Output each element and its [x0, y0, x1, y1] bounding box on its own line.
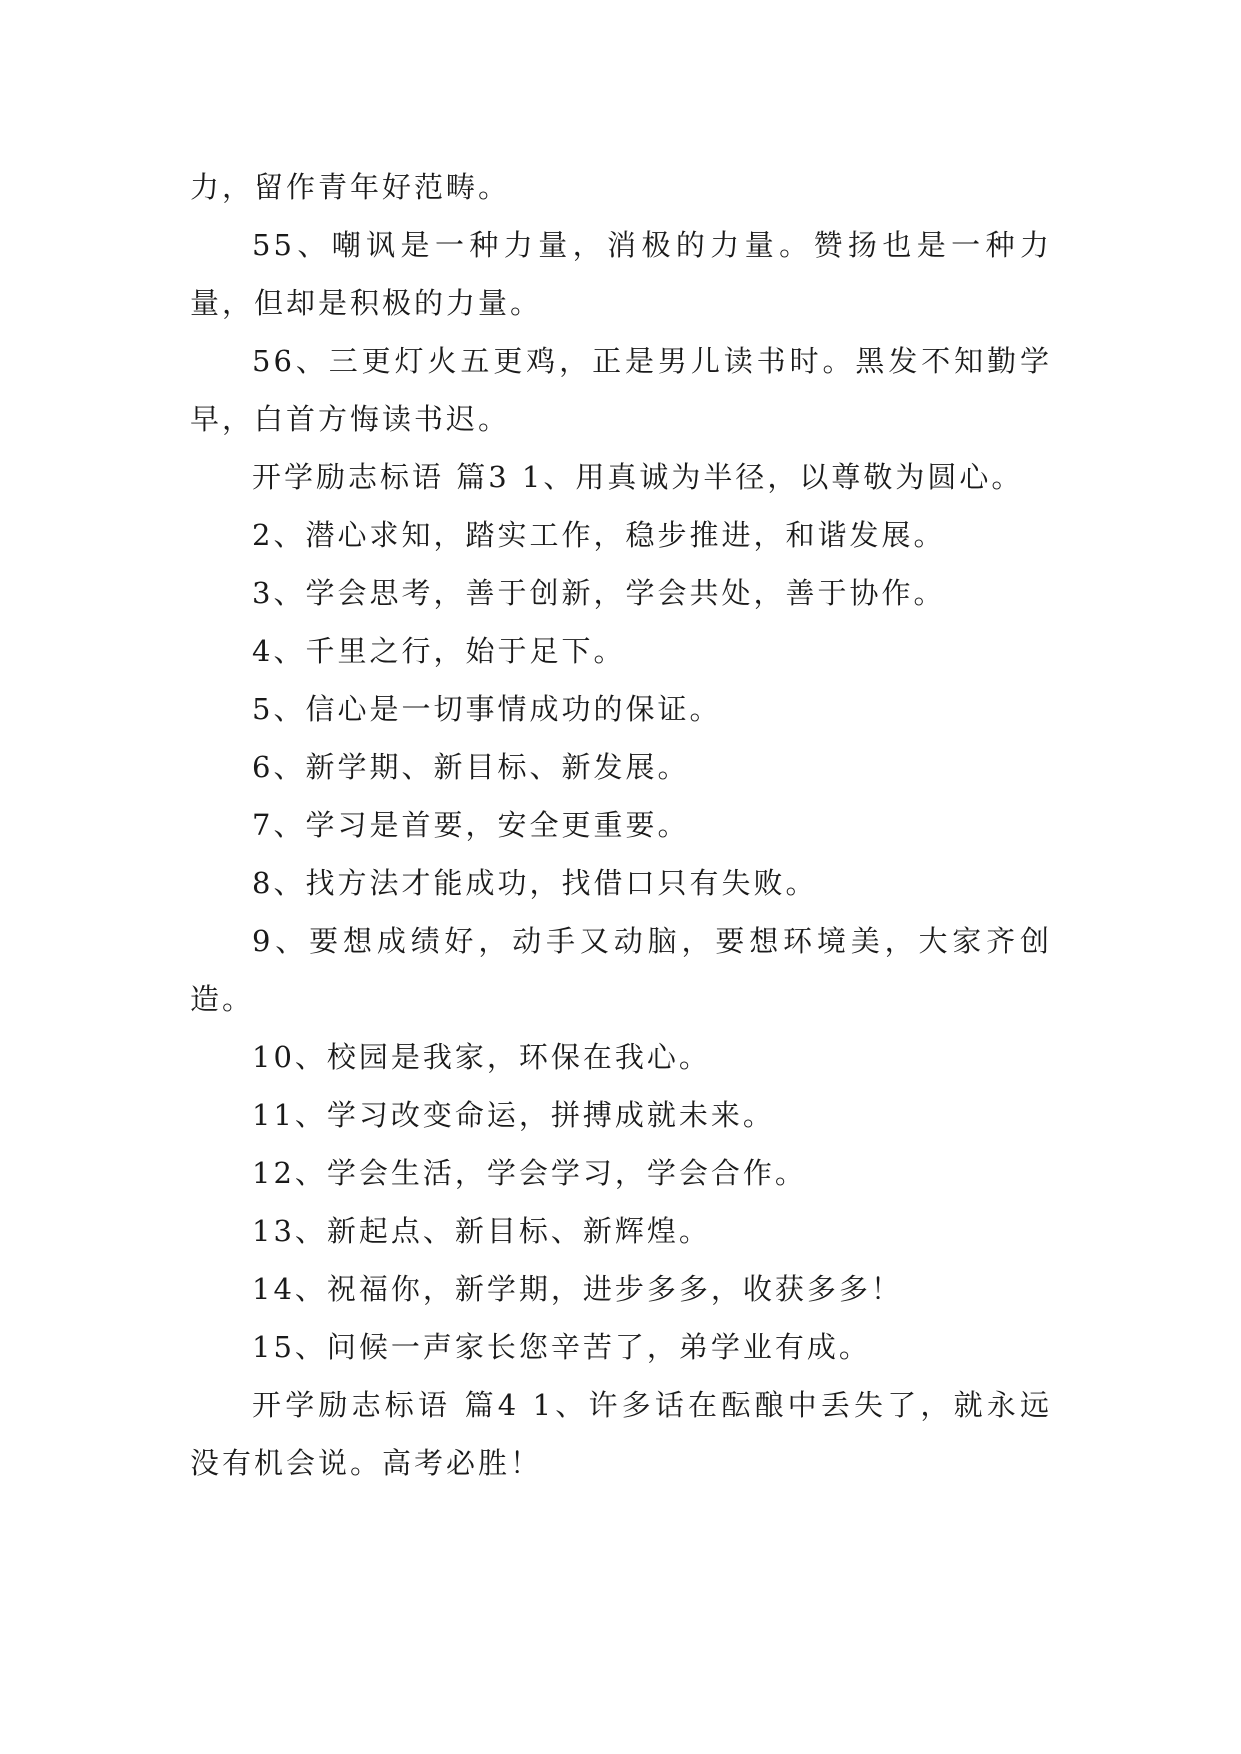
paragraph: 10、校园是我家，环保在我心。 — [252, 1040, 711, 1074]
paragraph: 11、学习改变命运，拼搏成就未来。 — [252, 1098, 775, 1132]
paragraph: 13、新起点、新目标、新辉煌。 — [252, 1214, 711, 1248]
paragraph: 8、找方法才能成功，找借口只有失败。 — [252, 866, 818, 900]
paragraph: 7、学习是首要，安全更重要。 — [252, 808, 690, 842]
paragraph: 15、问候一声家长您辛苦了，弟学业有成。 — [252, 1330, 871, 1364]
paragraph: 力，留作青年好范畴。 — [190, 170, 511, 204]
section-heading-paragraph: 开学励志标语 篇3 1、用真诚为半径，以尊敬为圆心。 — [252, 460, 1024, 494]
paragraph: 3、学会思考，善于创新，学会共处，善于协作。 — [252, 576, 946, 610]
paragraph: 5、信心是一切事情成功的保证。 — [252, 692, 722, 726]
paragraph: 9、要想成绩好，动手又动脑，要想环境美，大家齐创造。 — [190, 924, 1052, 1016]
section-heading-paragraph: 开学励志标语 篇4 1、许多话在酝酿中丢失了，就永远没有机会说。高考必胜！ — [190, 1388, 1052, 1480]
paragraph: 55、嘲讽是一种力量，消极的力量。赞扬也是一种力量，但却是积极的力量。 — [190, 228, 1052, 320]
paragraph: 14、祝福你，新学期，进步多多，收获多多！ — [252, 1272, 903, 1306]
paragraph: 56、三更灯火五更鸡，正是男儿读书时。黑发不知勤学早，白首方悔读书迟。 — [190, 344, 1052, 436]
paragraph: 4、千里之行，始于足下。 — [252, 634, 626, 668]
paragraph: 2、潜心求知，踏实工作，稳步推进，和谐发展。 — [252, 518, 946, 552]
paragraph: 6、新学期、新目标、新发展。 — [252, 750, 690, 784]
document-body — [190, 158, 1052, 1492]
paragraph: 12、学会生活，学会学习，学会合作。 — [252, 1156, 807, 1190]
